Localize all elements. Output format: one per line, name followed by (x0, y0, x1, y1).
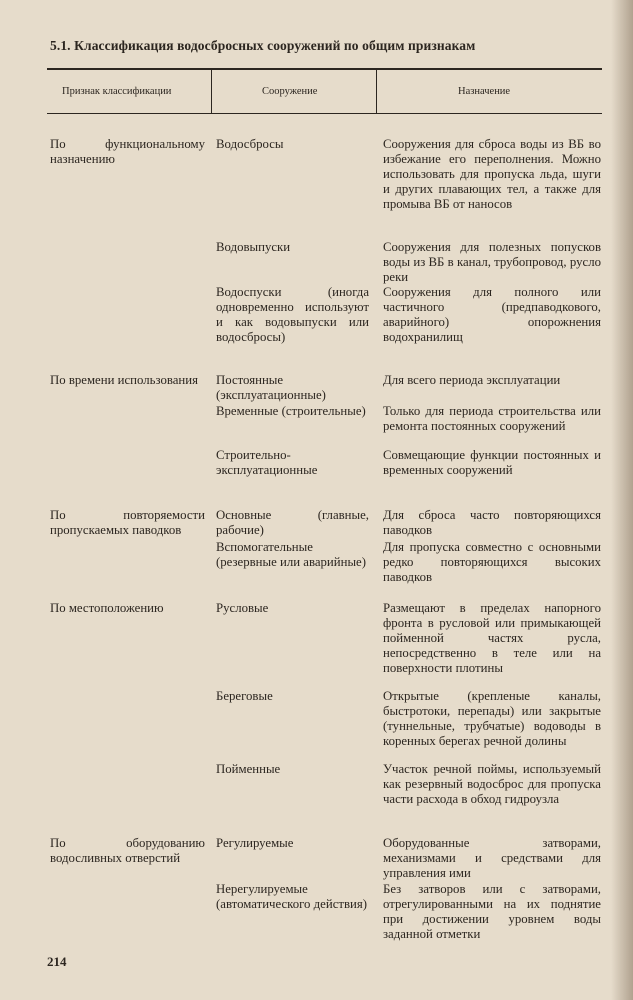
criterion-spillway-equipment: По оборудованию водосливных отверстий (50, 836, 205, 865)
header-bottom-rule (47, 113, 602, 114)
criterion-location: По местоположению (50, 601, 164, 615)
table-title: 5.1. Классификация водосбросных сооружений по общим признакам (50, 38, 476, 53)
structure-cell: Основные (главные, рабочие) (216, 508, 369, 537)
purpose-cell: Для пропуска совместно с основными редко повторяющихся высоких паводков (383, 540, 601, 584)
purpose-cell: Только для периода строительства или ремонта постоянных сооружений (383, 404, 601, 433)
header-purpose: Назначение (458, 86, 511, 97)
page-edge-shadow (611, 0, 633, 1000)
purpose-cell: Сооружения для сброса воды из ВБ во избежание его переполнения. Можно использовать для пропуска льда, шуги и других плавающих тел, а также для промыва ВБ от наносов (383, 137, 601, 211)
structure-cell: Регулируемые (216, 836, 294, 850)
structure-cell: Русловые (216, 601, 269, 615)
page-number: 214 (47, 954, 67, 969)
criterion-functional: По функциональному назначению (50, 137, 205, 166)
purpose-cell: Для всего периода эксплуатации (383, 373, 561, 387)
structure-cell: Постоянные (эксплуатационные) (216, 373, 326, 402)
purpose-cell: Открытые (крепленые каналы, быстротоки, перепады) или закрытые (туннельные, трубчатые) водоводы в коренных берегах речной долины (383, 689, 601, 748)
purpose-cell: Сооружения для полного или частичного (предпаводкового, аварийного) опорожнения водохранилищ (383, 285, 601, 344)
purpose-cell: Оборудованные затворами, механизмами и средствами для управления ими (383, 836, 601, 880)
structure-cell: Вспомогательные (резервные или аварийные) (216, 540, 366, 569)
table-top-rule (47, 68, 602, 70)
purpose-cell: Размещают в пределах напорного фронта в русловой или примыкающей пойменной частях русла, непосредственно в теле или на поверхности плотины (383, 601, 601, 675)
structure-cell: Водосбросы (216, 137, 284, 151)
structure-cell: Временные (строительные) (216, 404, 366, 418)
header-structure: Сооружение (262, 86, 318, 97)
header-divider-2 (376, 70, 377, 114)
structure-cell: Нерегулируемые (автоматического действия) (216, 882, 368, 911)
header-criterion: Признак классификации (62, 86, 172, 97)
structure-cell: Водоспуски (иногда одновременно используют и как водовыпуски или водосбросы) (216, 285, 369, 344)
purpose-cell: Сооружения для полезных попусков воды из ВБ в канал, трубопровод, русло реки (383, 240, 601, 284)
criterion-flood-recurrence: По повторяемости пропускаемых паводков (50, 508, 205, 537)
purpose-cell: Совмещающие функции постоянных и временных сооружений (383, 448, 601, 477)
structure-cell: Пойменные (216, 762, 281, 776)
purpose-cell: Для сброса часто повторяющихся паводков (383, 508, 601, 537)
structure-cell: Береговые (216, 689, 273, 703)
criterion-time-of-use: По времени использования (50, 373, 198, 387)
header-divider-1 (211, 70, 212, 114)
purpose-cell: Участок речной поймы, используемый как резервный водосброс для пропуска части расхода в обход гидроузла (383, 762, 601, 806)
structure-cell: Строительно-эксплуатационные (216, 448, 318, 477)
structure-cell: Водовыпуски (216, 240, 291, 254)
purpose-cell: Без затворов или с затворами, отрегулированными на их поднятие при достижении уровнем воды заданной отметки (383, 882, 601, 941)
